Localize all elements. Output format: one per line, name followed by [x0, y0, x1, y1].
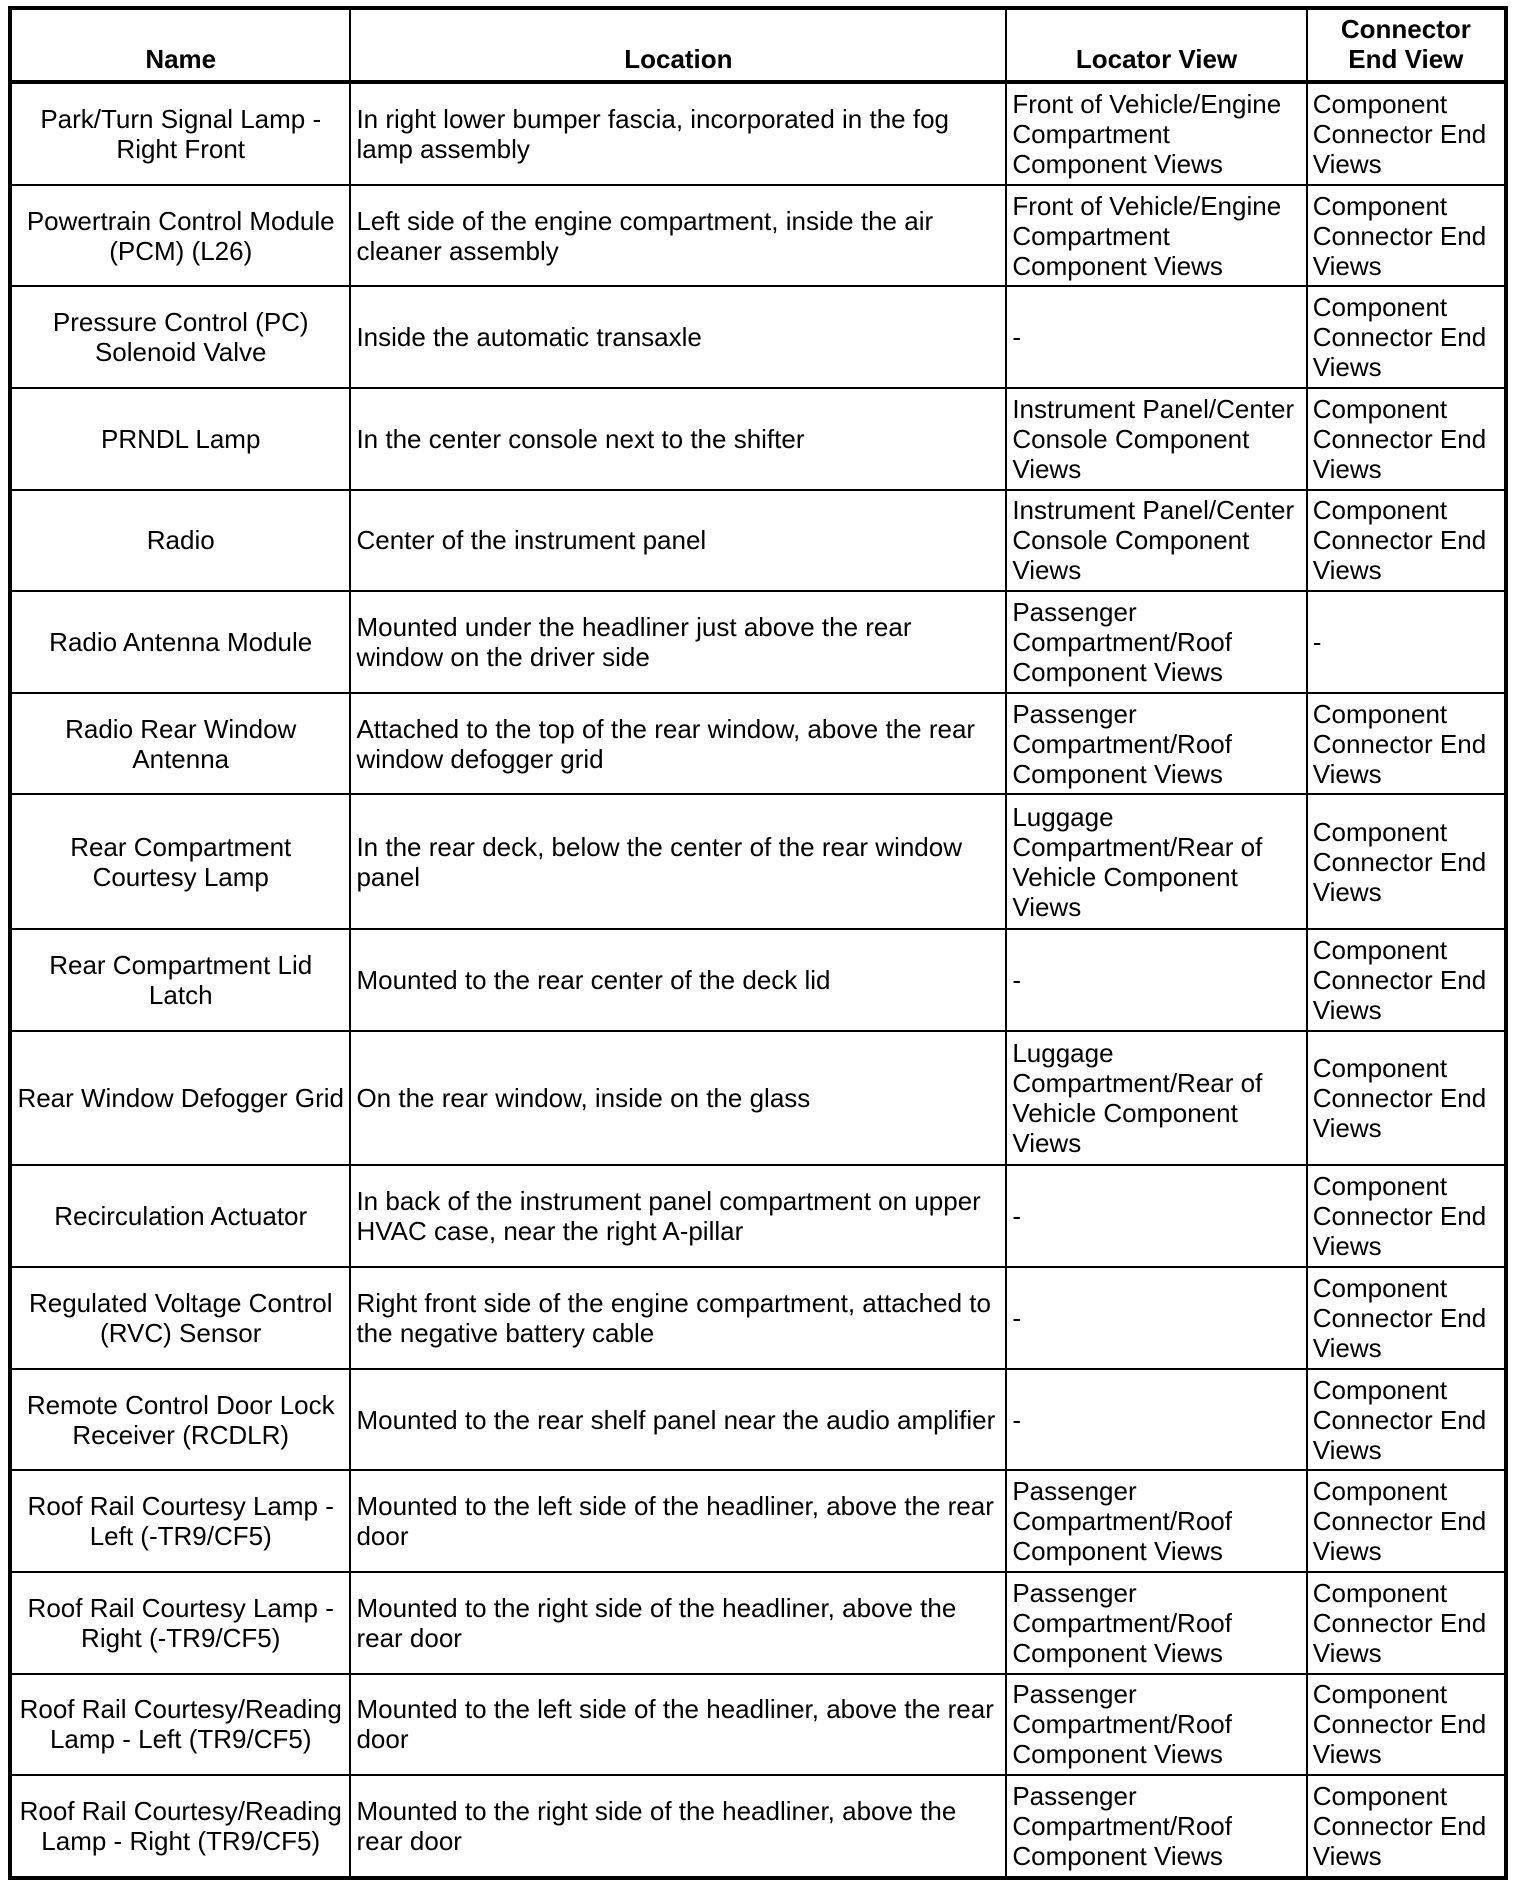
cell-connector-end-view: Component Connector End Views: [1307, 1031, 1506, 1166]
cell-name: Roof Rail Courtesy/Reading Lamp - Left (TR9/CF5): [10, 1674, 350, 1776]
table-row: [10, 490, 1506, 592]
cell-location: Mounted to the right side of the headliner, above the rear door: [350, 1775, 1006, 1878]
cell-locator-view: Passenger Compartment/Roof Component Views: [1006, 1572, 1306, 1674]
cell-locator-view: Passenger Compartment/Roof Component Views: [1006, 1470, 1306, 1572]
cell-name: PRNDL Lamp: [10, 388, 350, 490]
cell-name: Powertrain Control Module (PCM) (L26): [10, 185, 350, 287]
cell-connector-end-view: Component Connector End Views: [1307, 1369, 1506, 1471]
cell-locator-view: Passenger Compartment/Roof Component Views: [1006, 591, 1306, 693]
header-locator-view: Locator View: [1006, 8, 1306, 82]
cell-connector-end-view: Component Connector End Views: [1307, 693, 1506, 795]
cell-locator-view: Front of Vehicle/Engine Compartment Component Views: [1006, 82, 1306, 185]
cell-name: Remote Control Door Lock Receiver (RCDLR): [10, 1369, 350, 1471]
header-name: Name: [10, 8, 350, 82]
cell-locator-view: Passenger Compartment/Roof Component Views: [1006, 1775, 1306, 1878]
cell-connector-end-view: Component Connector End Views: [1307, 1775, 1506, 1878]
cell-name: Roof Rail Courtesy Lamp - Left (-TR9/CF5): [10, 1470, 350, 1572]
cell-locator-view: Instrument Panel/Center Console Component Views: [1006, 388, 1306, 490]
cell-location: In right lower bumper fascia, incorporated in the fog lamp assembly: [350, 82, 1006, 185]
table-row: [10, 1775, 1506, 1878]
cell-location: Mounted to the rear shelf panel near the audio amplifier: [350, 1369, 1006, 1471]
cell-locator-view: -: [1006, 1369, 1306, 1471]
cell-locator-view: Passenger Compartment/Roof Component Views: [1006, 1674, 1306, 1776]
cell-connector-end-view: Component Connector End Views: [1307, 490, 1506, 592]
cell-name: Radio Antenna Module: [10, 591, 350, 693]
cell-location: Right front side of the engine compartment, attached to the negative battery cable: [350, 1267, 1006, 1369]
table-row: [10, 693, 1506, 795]
table-row: [10, 82, 1506, 185]
cell-connector-end-view: Component Connector End Views: [1307, 1165, 1506, 1267]
table-row: [10, 1031, 1506, 1166]
cell-connector-end-view: Component Connector End Views: [1307, 1267, 1506, 1369]
header-row: [10, 8, 1506, 82]
cell-location: Attached to the top of the rear window, above the rear window defogger grid: [350, 693, 1006, 795]
table-row: [10, 1674, 1506, 1776]
cell-locator-view: -: [1006, 1267, 1306, 1369]
cell-connector-end-view: -: [1307, 591, 1506, 693]
cell-name: Recirculation Actuator: [10, 1165, 350, 1267]
table-row: [10, 1267, 1506, 1369]
cell-location: In back of the instrument panel compartment on upper HVAC case, near the right A-pillar: [350, 1165, 1006, 1267]
cell-locator-view: Luggage Compartment/Rear of Vehicle Component Views: [1006, 794, 1306, 929]
cell-name: Pressure Control (PC) Solenoid Valve: [10, 286, 350, 388]
cell-locator-view: -: [1006, 286, 1306, 388]
cell-connector-end-view: Component Connector End Views: [1307, 1572, 1506, 1674]
cell-name: Radio: [10, 490, 350, 592]
cell-location: On the rear window, inside on the glass: [350, 1031, 1006, 1166]
cell-name: Radio Rear Window Antenna: [10, 693, 350, 795]
cell-locator-view: Instrument Panel/Center Console Component Views: [1006, 490, 1306, 592]
table-row: [10, 1165, 1506, 1267]
table-header: [10, 8, 1506, 82]
cell-location: Mounted to the left side of the headliner, above the rear door: [350, 1674, 1006, 1776]
table-row: [10, 1470, 1506, 1572]
table-row: [10, 286, 1506, 388]
cell-name: Rear Compartment Lid Latch: [10, 929, 350, 1031]
header-connector-end-view: Connector End View: [1307, 8, 1506, 82]
cell-connector-end-view: Component Connector End Views: [1307, 929, 1506, 1031]
cell-locator-view: -: [1006, 929, 1306, 1031]
cell-connector-end-view: Component Connector End Views: [1307, 1470, 1506, 1572]
cell-name: Park/Turn Signal Lamp - Right Front: [10, 82, 350, 185]
cell-location: Inside the automatic transaxle: [350, 286, 1006, 388]
cell-connector-end-view: Component Connector End Views: [1307, 1674, 1506, 1776]
cell-name: Roof Rail Courtesy Lamp - Right (-TR9/CF5): [10, 1572, 350, 1674]
cell-name: Regulated Voltage Control (RVC) Sensor: [10, 1267, 350, 1369]
cell-locator-view: Luggage Compartment/Rear of Vehicle Component Views: [1006, 1031, 1306, 1166]
cell-connector-end-view: Component Connector End Views: [1307, 286, 1506, 388]
cell-location: In the rear deck, below the center of the rear window panel: [350, 794, 1006, 929]
cell-connector-end-view: Component Connector End Views: [1307, 388, 1506, 490]
cell-connector-end-view: Component Connector End Views: [1307, 82, 1506, 185]
cell-locator-view: -: [1006, 1165, 1306, 1267]
cell-connector-end-view: Component Connector End Views: [1307, 185, 1506, 287]
cell-connector-end-view: Component Connector End Views: [1307, 794, 1506, 929]
table-body: [10, 82, 1506, 1878]
header-location: Location: [350, 8, 1006, 82]
cell-name: Rear Window Defogger Grid: [10, 1031, 350, 1166]
cell-location: Mounted under the headliner just above the rear window on the driver side: [350, 591, 1006, 693]
cell-location: Mounted to the right side of the headliner, above the rear door: [350, 1572, 1006, 1674]
table-row: [10, 1369, 1506, 1471]
cell-location: Mounted to the rear center of the deck lid: [350, 929, 1006, 1031]
table-row: [10, 1572, 1506, 1674]
cell-location: Mounted to the left side of the headliner, above the rear door: [350, 1470, 1006, 1572]
component-locator-table: [8, 6, 1508, 1880]
table-row: [10, 185, 1506, 287]
cell-locator-view: Passenger Compartment/Roof Component Views: [1006, 693, 1306, 795]
cell-location: Left side of the engine compartment, inside the air cleaner assembly: [350, 185, 1006, 287]
table-row: [10, 794, 1506, 929]
cell-name: Rear Compartment Courtesy Lamp: [10, 794, 350, 929]
table-row: [10, 388, 1506, 490]
cell-locator-view: Front of Vehicle/Engine Compartment Component Views: [1006, 185, 1306, 287]
cell-location: In the center console next to the shifter: [350, 388, 1006, 490]
cell-location: Center of the instrument panel: [350, 490, 1006, 592]
table-row: [10, 929, 1506, 1031]
table-row: [10, 591, 1506, 693]
cell-name: Roof Rail Courtesy/Reading Lamp - Right (TR9/CF5): [10, 1775, 350, 1878]
